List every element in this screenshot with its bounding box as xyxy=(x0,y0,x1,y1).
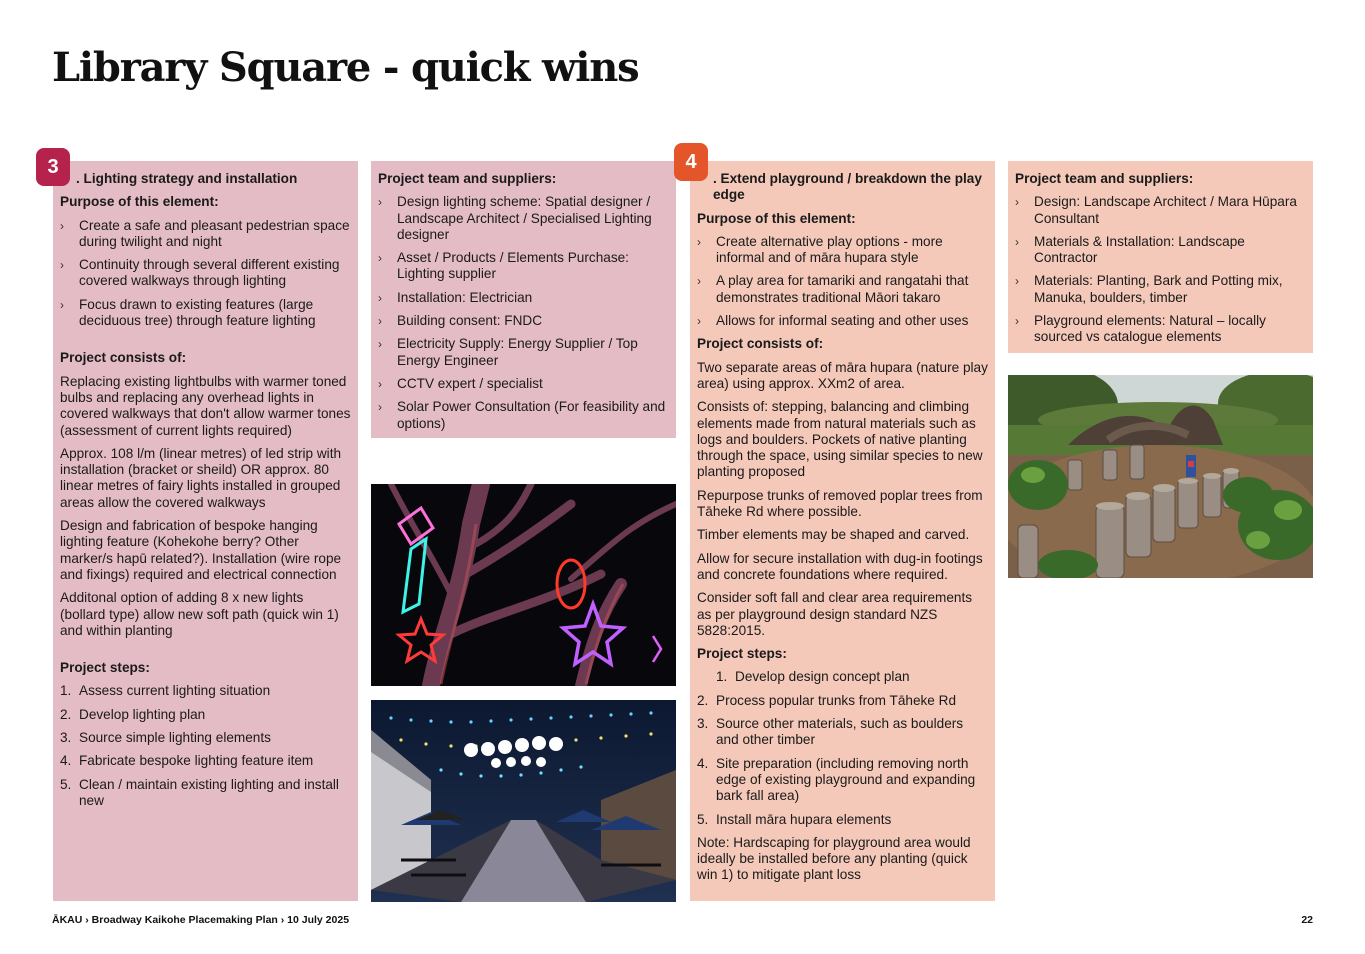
list-item: › CCTV expert / specialist xyxy=(378,376,669,392)
playground-team-panel xyxy=(1008,161,1313,353)
playground-steps-heading: Project steps: xyxy=(697,646,787,662)
list-item: › Create a safe and pleasant pedestrian space during twilight and night xyxy=(60,218,351,251)
list-item: › Design lighting scheme: Spatial designer / Landscape Architect / Specialised Lighting designer xyxy=(378,194,669,243)
list-item: › Electricity Supply: Energy Supplier / Top Energy Engineer xyxy=(378,336,669,369)
paragraph: Additonal option of adding 8 x new lights (bollard type) allow new soft path (quick win 1) and within planting xyxy=(60,590,339,638)
list-item: 4. Fabricate bespoke lighting feature item xyxy=(60,753,314,769)
neon-lights-photo xyxy=(371,484,676,686)
playground-purpose-heading: Purpose of this element: xyxy=(697,210,856,226)
page-title: Library Square - quick wins xyxy=(52,44,639,91)
list-item: › Design: Landscape Architect / Mara Hūpara Consultant xyxy=(1015,194,1306,227)
festoon-lights-walkway-photo xyxy=(371,700,676,902)
list-item: › Focus drawn to existing features (large deciduous tree) through feature lighting xyxy=(60,297,351,330)
list-item: › Solar Power Consultation (For feasibility and options) xyxy=(378,399,669,432)
paragraph: Two separate areas of māra hupara (nature play area) using approx. XXm2 of area. xyxy=(697,359,988,391)
playground-purpose-list xyxy=(697,234,988,329)
list-item: 5. Clean / maintain existing lighting and install new xyxy=(60,776,339,808)
nature-play-logs-photo xyxy=(1008,375,1313,578)
playground-team-heading: Project team and suppliers: xyxy=(1015,171,1194,186)
paragraph: Timber elements may be shaped and carved. xyxy=(697,527,970,543)
lighting-heading: . Lighting strategy and installation xyxy=(76,171,298,186)
paragraph: Repurpose trunks of removed poplar trees from Tāheke Rd where possible. xyxy=(697,487,983,520)
list-item: › Allows for informal seating and other uses xyxy=(697,313,988,329)
paragraph: Consider soft fall and clear area requirements as per playground design standard NZS 5828:2015. xyxy=(697,590,973,638)
list-item: 2. Develop lighting plan xyxy=(60,706,206,722)
section-number-badge: 4 xyxy=(674,143,708,181)
list-item: › Materials: Planting, Bark and Potting mix, Manuka, boulders, timber xyxy=(1015,273,1306,306)
list-item: › Continuity through several different existing covered walkways through lighting xyxy=(60,257,351,290)
playground-heading: . Extend playground / breakdown the play edge xyxy=(713,171,982,203)
list-item: 4. Site preparation (including removing north edge of existing playground and expanding bark fall area) xyxy=(697,755,976,804)
list-item: 5. Install māra hupara elements xyxy=(697,811,892,827)
list-item: 3. Source simple lighting elements xyxy=(60,730,271,746)
lighting-team-heading: Project team and suppliers: xyxy=(378,171,557,186)
section-number-badge: 3 xyxy=(36,148,70,186)
list-item: › A play area for tamariki and rangatahi that demonstrates traditional Māori takaro xyxy=(697,273,988,306)
paragraph: Design and fabrication of bespoke hanging lighting feature (Kohekohe berry? Other marker/s hapū related?). Installation (wire rope and fixings) required and electrical connection xyxy=(60,518,342,582)
list-item: › Asset / Products / Elements Purchase: Lighting supplier xyxy=(378,250,669,283)
lighting-team-panel xyxy=(371,161,676,438)
page-footer: ĀKAU › Broadway Kaikohe Placemaking Plan › 10 July 2025 xyxy=(52,914,350,926)
paragraph: Approx. 108 l/m (linear metres) of led strip with installation (bracket or sheild) OR approx. 80 linear metres of fairy lights installed in grouped areas allow the covered walkways xyxy=(60,445,342,510)
lighting-strategy-panel xyxy=(53,161,358,901)
list-item: › Playground elements: Natural – locally sourced vs catalogue elements xyxy=(1015,313,1306,346)
list-item: › Installation: Electrician xyxy=(378,290,669,306)
list-item: › Create alternative play options - more informal and of māra hupara style xyxy=(697,234,988,267)
lighting-consists-heading: Project consists of: xyxy=(60,350,187,366)
list-item: 3. Source other materials, such as boulders and other timber xyxy=(697,716,964,748)
list-item: 1. Develop design concept plan xyxy=(716,669,910,685)
lighting-team-list xyxy=(378,194,669,432)
playground-consists-heading: Project consists of: xyxy=(697,336,824,352)
page-number: 22 xyxy=(1301,914,1313,926)
playground-note: Note: Hardscaping for playground area would ideally be installed before any planting (quick win 1) to mitigate plant loss xyxy=(697,834,971,883)
playground-panel xyxy=(690,161,995,901)
playground-steps-list xyxy=(697,669,988,827)
list-item: 1. Assess current lighting situation xyxy=(60,683,271,699)
list-item: › Building consent: FNDC xyxy=(378,313,669,329)
playground-team-list xyxy=(1015,194,1306,345)
paragraph: Allow for secure installation with dug-in footings and concrete foundations where required. xyxy=(697,550,983,582)
lighting-steps-heading: Project steps: xyxy=(60,660,150,676)
lighting-purpose-heading: Purpose of this element: xyxy=(60,194,219,210)
paragraph: Replacing existing lightbulbs with warmer toned bulbs and replacing any overhead lights in covered walkways that don't allow warmer tones (assessment of current lights required) xyxy=(60,373,351,438)
list-item: 2. Process popular trunks from Tāheke Rd xyxy=(697,692,957,708)
list-item: › Materials & Installation: Landscape Contractor xyxy=(1015,234,1306,267)
lighting-steps-list xyxy=(60,683,351,809)
lighting-purpose-list xyxy=(60,218,351,330)
paragraph: Consists of: stepping, balancing and climbing elements made from natural materials such as logs and boulders. Pockets of native planting through the space, using similar species to new planting proposed xyxy=(697,399,983,480)
